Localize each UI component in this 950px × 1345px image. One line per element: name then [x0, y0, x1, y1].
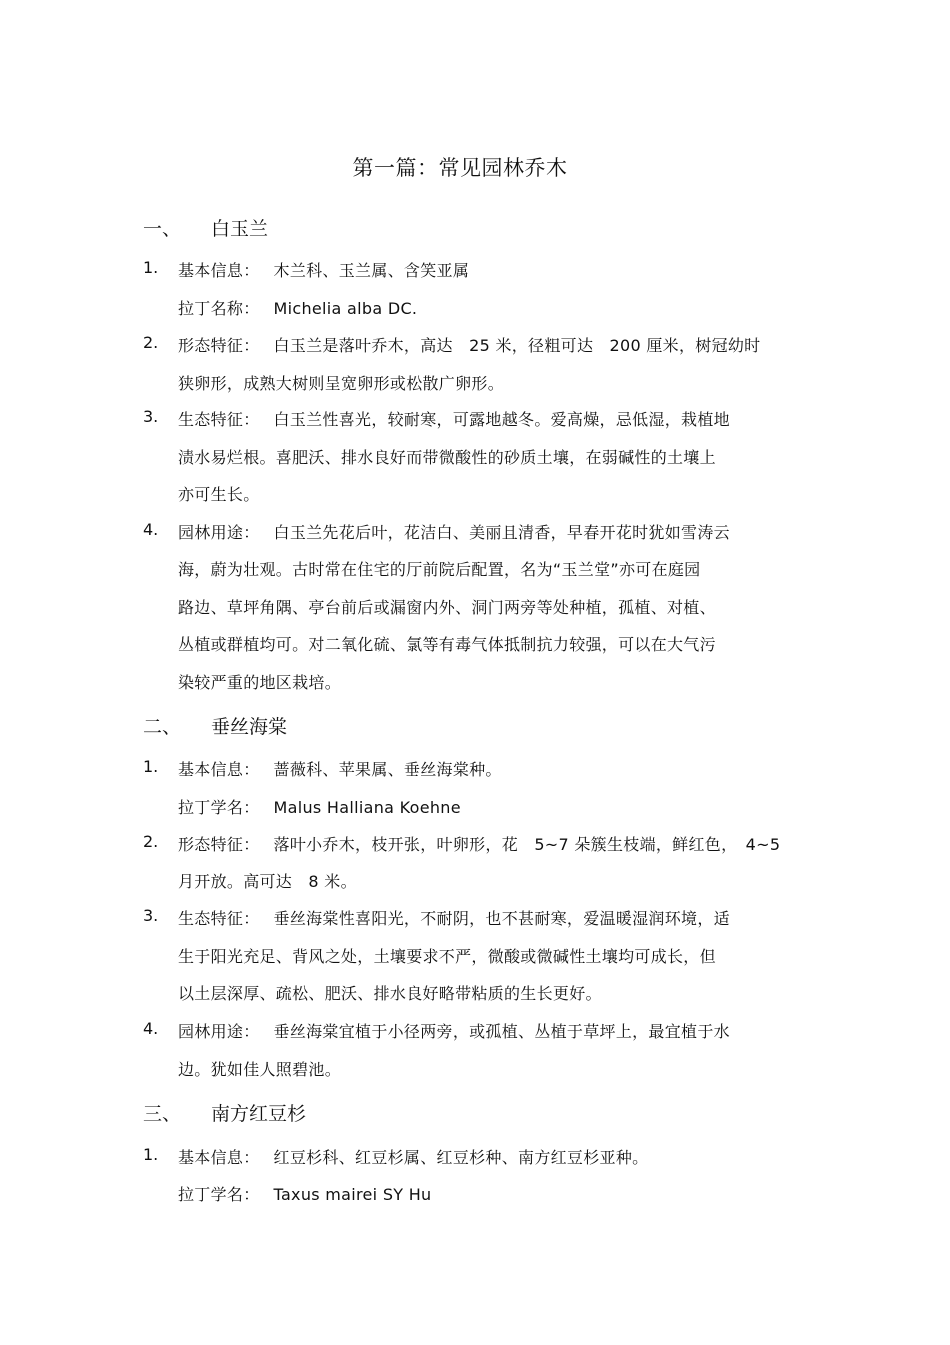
- item-label: 拉丁名称：: [178, 299, 260, 318]
- item-line: [178, 906, 730, 929]
- item-line: [178, 333, 761, 356]
- item-number: 1.: [143, 1145, 159, 1164]
- section-number: 三、: [143, 1103, 182, 1125]
- item-label: 基本信息：: [178, 261, 260, 280]
- item-number: 1.: [143, 258, 159, 277]
- item-text: Malus Halliana Koehne: [273, 798, 461, 817]
- item-continuation: 狭卵形，成熟大树则呈宽卵形或松散广卵形。: [178, 374, 505, 393]
- item-continuation: 丛植或群植均可。对二氧化硫、氯等有毒气体抵制抗力较强，可以在大气污: [178, 635, 716, 654]
- item-continuation: 染较严重的地区栽培。: [178, 673, 342, 692]
- item-number: 4.: [143, 1019, 159, 1038]
- item-text: 落叶小乔木，枝开张，叶卵形，花 5~7 朵簇生枝端，鲜红色， 4~5: [273, 835, 781, 854]
- item-continuation: 边。犹如佳人照碧池。: [178, 1060, 342, 1079]
- item-label: 拉丁学名：: [178, 798, 260, 817]
- section-number: 一、: [143, 218, 182, 240]
- item-line: [178, 795, 461, 818]
- item-text: 红豆杉科、红豆杉属、红豆杉种、南方红豆杉亚种。: [273, 1148, 649, 1167]
- item-label: 生态特征：: [178, 909, 260, 928]
- item-text: 白玉兰先花后叶，花洁白、美丽且清香，早春开花时犹如雪涛云: [273, 523, 730, 542]
- item-continuation: 亦可生长。: [178, 485, 260, 504]
- item-line: [178, 258, 469, 281]
- item-text: 白玉兰是落叶乔木，高达 25 米，径粗可达 200 厘米，树冠幼时: [273, 336, 761, 355]
- item-number: 3.: [143, 407, 159, 426]
- item-line: [178, 520, 730, 543]
- item-number: 2.: [143, 333, 159, 352]
- item-text: 蔷薇科、苹果属、垂丝海棠种。: [273, 760, 502, 779]
- item-label: 形态特征：: [178, 835, 260, 854]
- item-label: 基本信息：: [178, 760, 260, 779]
- item-text: 白玉兰性喜光，较耐寒，可露地越冬。爱高燥，忌低湿，栽植地: [273, 410, 730, 429]
- section-number: 二、: [143, 716, 182, 738]
- item-label: 基本信息：: [178, 1148, 260, 1167]
- item-text: 垂丝海棠宜植于小径两旁，或孤植、丛植于草坪上，最宜植于水: [273, 1022, 730, 1041]
- item-label: 园林用途：: [178, 523, 260, 542]
- item-line: [178, 1145, 648, 1168]
- item-number: 3.: [143, 906, 159, 925]
- item-continuation: 月开放。高可达 8 米。: [178, 872, 357, 891]
- item-continuation: 海，蔚为壮观。古时常在住宅的厅前院后配置，名为“玉兰堂”亦可在庭园: [178, 560, 701, 579]
- item-continuation: 以土层深厚、疏松、肥沃、排水良好略带粘质的生长更好。: [178, 984, 602, 1003]
- item-text: 木兰科、玉兰属、含笑亚属: [273, 261, 470, 280]
- item-label: 园林用途：: [178, 1022, 260, 1041]
- item-line: [178, 757, 502, 780]
- item-line: [178, 296, 417, 319]
- section-title: 垂丝海棠: [211, 716, 288, 738]
- item-continuation: 渍水易烂根。喜肥沃、排水良好而带微酸性的砂质土壤，在弱碱性的土壤上: [178, 448, 716, 467]
- item-number: 1.: [143, 757, 159, 776]
- item-continuation: 路边、草坪角隅、亭台前后或漏窗内外、洞门两旁等处种植，孤植、对植、: [178, 598, 716, 617]
- item-label: 形态特征：: [178, 336, 260, 355]
- item-line: [178, 1182, 432, 1205]
- item-text: Michelia alba DC.: [273, 299, 418, 318]
- item-label: 生态特征：: [178, 410, 260, 429]
- section-title: 南方红豆杉: [211, 1103, 307, 1125]
- item-text: 垂丝海棠性喜阳光，不耐阴，也不甚耐寒，爱温暖湿润环境，适: [273, 909, 730, 928]
- item-line: [178, 832, 780, 855]
- item-line: [178, 407, 730, 430]
- item-line: [178, 1019, 730, 1042]
- item-number: 2.: [143, 832, 159, 851]
- item-number: 4.: [143, 520, 159, 539]
- section-title: 白玉兰: [211, 218, 269, 240]
- document-title: 第一篇：常见园林乔木: [352, 156, 568, 180]
- section-heading: [143, 712, 287, 739]
- item-text: Taxus mairei SY Hu: [273, 1185, 432, 1204]
- section-heading: [143, 1099, 306, 1126]
- item-label: 拉丁学名：: [178, 1185, 260, 1204]
- section-heading: [143, 214, 268, 241]
- item-continuation: 生于阳光充足、背风之处，土壤要求不严，微酸或微碱性土壤均可成长，但: [178, 947, 716, 966]
